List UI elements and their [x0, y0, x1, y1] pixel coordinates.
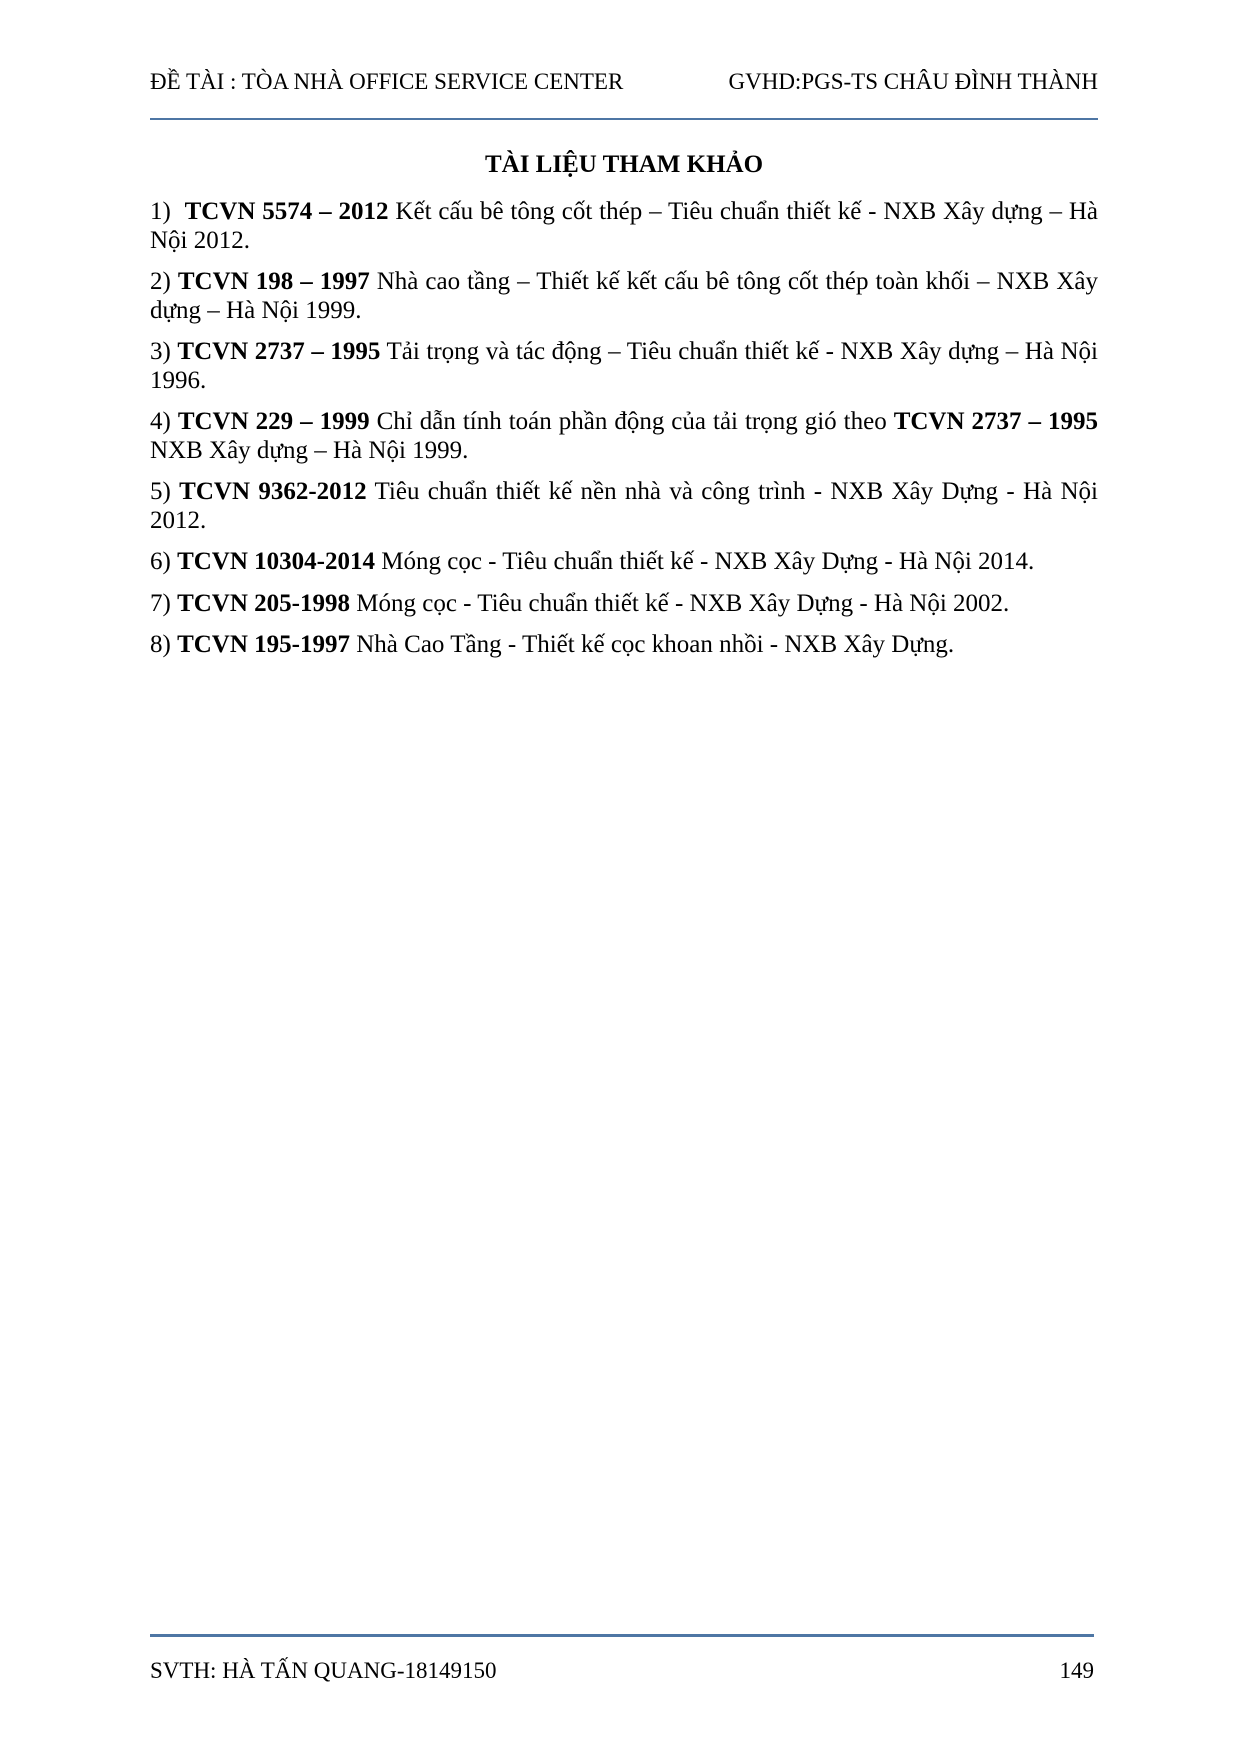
reference-description: Nhà Cao Tầng - Thiết kế cọc khoan nhồi - NXB Xây Dựng.	[350, 631, 955, 658]
reference-item	[150, 631, 1098, 660]
reference-description: Chỉ dẫn tính toán phần động của tải trọng gió theo	[369, 408, 894, 435]
reference-standard-code: TCVN 9362-2012	[179, 478, 367, 505]
reference-item	[150, 338, 1098, 395]
header-advisor: GVHD:PGS-TS CHÂU ĐÌNH THÀNH	[728, 69, 1098, 94]
reference-number: 5)	[150, 478, 180, 505]
reference-number: 1)	[150, 198, 185, 225]
reference-description: Tải trọng và tác động – Tiêu chuẩn thiết kế - NXB Xây dựng – Hà Nội 1996.	[150, 338, 1099, 394]
reference-item	[150, 408, 1098, 465]
reference-item	[150, 590, 1098, 619]
reference-item	[150, 548, 1098, 577]
reference-item	[150, 268, 1098, 325]
reference-number: 6)	[150, 548, 178, 575]
reference-list	[150, 198, 1098, 660]
page-title: TÀI LIỆU THAM KHẢO	[484, 151, 764, 178]
reference-description: Nhà cao tầng – Thiết kế kết cấu bê tông cốt thép toàn khối – NXB Xây dựng – Hà Nội 1999.	[150, 268, 1098, 324]
reference-number: 7)	[150, 589, 178, 617]
reference-description: Móng cọc - Tiêu chuẩn thiết kế - NXB Xây Dựng - Hà Nội 2002.	[350, 589, 1010, 617]
footer-author: SVTH: HÀ TẤN QUANG-18149150	[150, 1658, 497, 1683]
reference-standard-code: TCVN 195-1997	[177, 631, 350, 658]
reference-item	[150, 198, 1098, 255]
reference-description: Tiêu chuẩn thiết kế nền nhà và công trình - NXB Xây Dựng - Hà Nội 2012.	[150, 478, 1098, 534]
page-content	[150, 0, 1098, 660]
header-project-title: ĐỀ TÀI : TÒA NHÀ OFFICE SERVICE CENTER	[150, 69, 624, 94]
reference-description: Kết cấu bê tông cốt thép – Tiêu chuẩn thiết kế - NXB Xây dựng – Hà Nội 2012.	[150, 198, 1098, 254]
page-header	[150, 0, 1098, 120]
reference-number: 3)	[150, 338, 178, 365]
reference-standard-code: TCVN 2737 – 1995	[177, 338, 381, 365]
reference-standard-code: TCVN 205-1998	[177, 589, 350, 617]
page-footer	[150, 1634, 1094, 1685]
reference-number: 4)	[150, 408, 178, 435]
reference-standard-code: TCVN 5574 – 2012	[184, 198, 389, 225]
reference-number: 8)	[150, 631, 178, 658]
reference-item	[150, 478, 1098, 535]
reference-standard-code: TCVN 229 – 1999	[177, 408, 370, 435]
page-number: 149	[1059, 1658, 1094, 1683]
reference-description: NXB Xây dựng – Hà Nội 1999.	[150, 436, 469, 464]
reference-standard-code: TCVN 10304-2014	[177, 548, 375, 575]
reference-description: Móng cọc - Tiêu chuẩn thiết kế - NXB Xây Dựng - Hà Nội 2014.	[375, 548, 1035, 575]
reference-standard-code: TCVN 198 – 1997	[177, 268, 370, 295]
reference-standard-code: TCVN 2737 – 1995	[893, 408, 1099, 435]
reference-number: 2)	[150, 268, 178, 295]
